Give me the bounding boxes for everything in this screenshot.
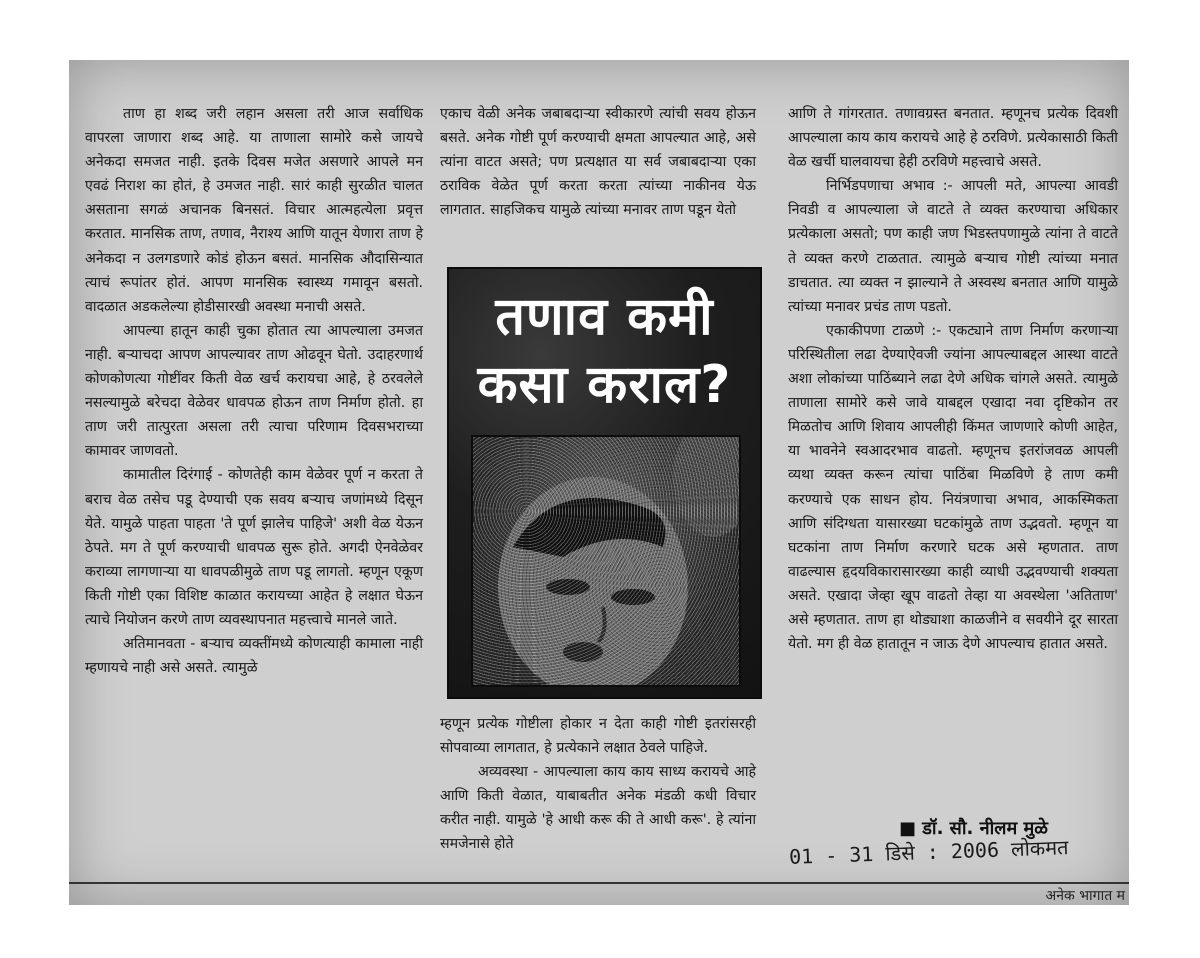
paragraph: अतिमानवता - बऱ्याच व्यक्तींमध्ये कोणत्याही कामाला नाही म्हणायचे नाही असे असते. त्यामुळे	[85, 636, 423, 677]
paragraph: अव्यवस्था - आपल्याला काय काय साध्य करायचे आहे आणि किती वेळात, याबाबतीत अनेक मंडळी कधी विचार करीत नाही. यामुळे 'हे आधी करू की ते आधी करू'. हे त्यांना समजेनासे होते	[440, 764, 756, 853]
handwritten-date-stamp: 01 - 31 डिसे : 2006 लोकमत	[788, 835, 1069, 869]
paragraph: आणि ते गांगरतात. तणावग्रस्त बनतात. म्हणूनच प्रत्येक दिवशी आपल्याला काय काय करायचे आहे हे ठरविणे. प्रत्येकासाठी किती वेळ खर्ची घालवायचा हेही ठरविणे महत्त्वाचे असते.	[788, 106, 1118, 171]
paragraph: आपल्या हातून काही चुका होतात त्या आपल्याला उमजत नाही. बऱ्याचदा आपण आपल्यावर ताण ओढवून घेतो. उदाहरणार्थ कोणकोणत्या गोष्टींवर किती वेळ खर्च करायचा आहे, हे ठरवलेले नसल्यामुळे बरेचदा वेळेवर धावपळ होऊन ताण निर्माण होतो. हा ताण जरी तात्पुरता असला तरी त्याचा परिणाम दिवसभराच्या कामावर जाणवतो.	[85, 322, 423, 460]
paragraph: कामातील दिरंगाई - कोणतेही काम वेळेवर पूर्ण न करता ते बराच वेळ तसेच पडू देण्याची एक सवय बऱ्याच जणांमध्ये दिसून येते. यामुळे पाहता पाहता 'ते पूर्ण झालेच पाहिजे' अशी वेळ येऊन ठेपते. मग ते पूर्ण करण्याची धावपळ सुरू होते. अगदी ऐनवेळेवर कराव्या लागणाऱ्या या धावपळीमुळे ताण पडू लागतो. म्हणून एकूण किती गोष्टी एका विशिष्ट काळात करायच्या आहेत हे लक्षात घेऊन त्याचे नियोजन करणे ताण व्यवस्थापनात महत्त्वाचे मानले जाते.	[85, 467, 423, 628]
paragraph: निर्भिडपणाचा अभाव :- आपली मते, आपल्या आवडी निवडी व आपल्याला जे वाटते ते व्यक्त करण्याचा अधिकार प्रत्येकाला असतो; पण काही जण भिडस्तपणामुळे त्यांना ते वाटते ते व्यक्त करणे टाळतात. त्यामुळे बऱ्याच गोष्टी त्यांच्या मनात डाचतात. त्या व्यक्त न झाल्याने ते अस्वस्थ बनतात आणि यामुळे त्यांच्या मनावर प्रचंड ताण पडतो.	[788, 178, 1118, 315]
adjacent-article-fragment: अनेक भागात म	[1045, 888, 1125, 904]
photo-grain	[473, 437, 739, 685]
headline-box	[447, 267, 762, 699]
paragraph: ताण हा शब्द जरी लहान असला तरी आज सर्वाधिक वापरला जाणारा शब्द आहे. या ताणाला सामोरे कसे जायचे अनेकदा समजत नाही. इतके दिवस मजेत असणारे आपले मन एवढं निराश का होतं, हे उमजत नाही. सारं काही सुरळीत चालत असताना सगळं अचानक बिनसतं. विचार आत्महत्येला प्रवृत्त करतात. मानसिक ताण, तणाव, नैराश्य आणि यातून येणारा ताण हे अनेकदा न उलगडणारे कोडं होऊन बसतं. मानसिक औदासिन्यात त्याचं रूपांतर होतं. आपण मानसिक स्वास्थ्य गमावून बसतो. वादळात अडकलेल्या होडीसारखी अवस्था मनाची असते.	[85, 106, 423, 315]
byline: ■ डॉ. सौ. नीलम मुळे	[899, 818, 1048, 839]
headline-line-2: कसा कराल?	[477, 355, 732, 415]
article-photo	[471, 435, 741, 687]
article-column-2-continued	[440, 712, 756, 857]
newspaper-clipping	[69, 60, 1129, 905]
headline	[447, 283, 762, 419]
divider	[69, 882, 1129, 884]
article-column-1	[85, 60, 423, 680]
headline-line-1: तणाव कमी	[495, 287, 714, 347]
paragraph: म्हणून प्रत्येक गोष्टीला होकार न देता काही गोष्टी इतरांसरही सोपवाव्या लागतात, हे प्रत्येकाने लक्षात ठेवले पाहिजे.	[440, 716, 756, 757]
paragraph: एकाकीपणा टाळणे :- एकट्याने ताण निर्माण करणाऱ्या परिस्थितीला लढा देण्याऐवजी ज्यांना आपल्याबद्दल आस्था वाटते अशा लोकांच्या पाठिंब्याने लढा देणे अधिक चांगले असते. त्यामुळे ताणाला सामोरे कसे जावे याबद्दल एखादा नवा दृष्टिकोन तर मिळतोच आणि शिवाय आपलीही किंमत जाणणारे कोणी आहेत, या भावनेने स्वआदरभाव वाढतो. म्हणूनच इतरांजवळ आपली व्यथा व्यक्त करून त्यांचा पाठिंबा मिळविणे हे ताण कमी करण्याचे एक साधन होय. नियंत्रणाचा अभाव, आकस्मिकता आणि संदिग्धता यासारख्या घटकांमुळे ताण उद्भवतो. म्हणून या घटकांना ताण निर्माण करणारे घटक असे म्हणतात. ताण वाढल्यास हृदयविकारासारख्या काही व्याधी उद्भवण्याची शक्यता असते. एखादा जेव्हा खूप वाढतो तेव्हा या अवस्थेला 'अतिताण' असे म्हणतात. ताण हा थोड्याशा काळजीने व सवयीने दूर सारता येतो. मग ही वेळ हातातून न जाऊ देणे आपल्याच हातात असते.	[788, 322, 1118, 653]
article-column-3	[788, 60, 1118, 656]
paragraph: एकाच वेळी अनेक जबाबदाऱ्या स्वीकारणे त्यांची सवय होऊन बसते. अनेक गोष्टी पूर्ण करण्याची क्षमता आपल्यात आहे, असे त्यांना वाटत असते; पण प्रत्यक्षात या सर्व जबाबदाऱ्या एका ठराविक वेळेत पूर्ण करता करता त्यांच्या नाकीनव येऊ लागतात. साहजिकच यामुळे त्यांच्या मनावर ताण पडून येतो	[440, 106, 756, 219]
